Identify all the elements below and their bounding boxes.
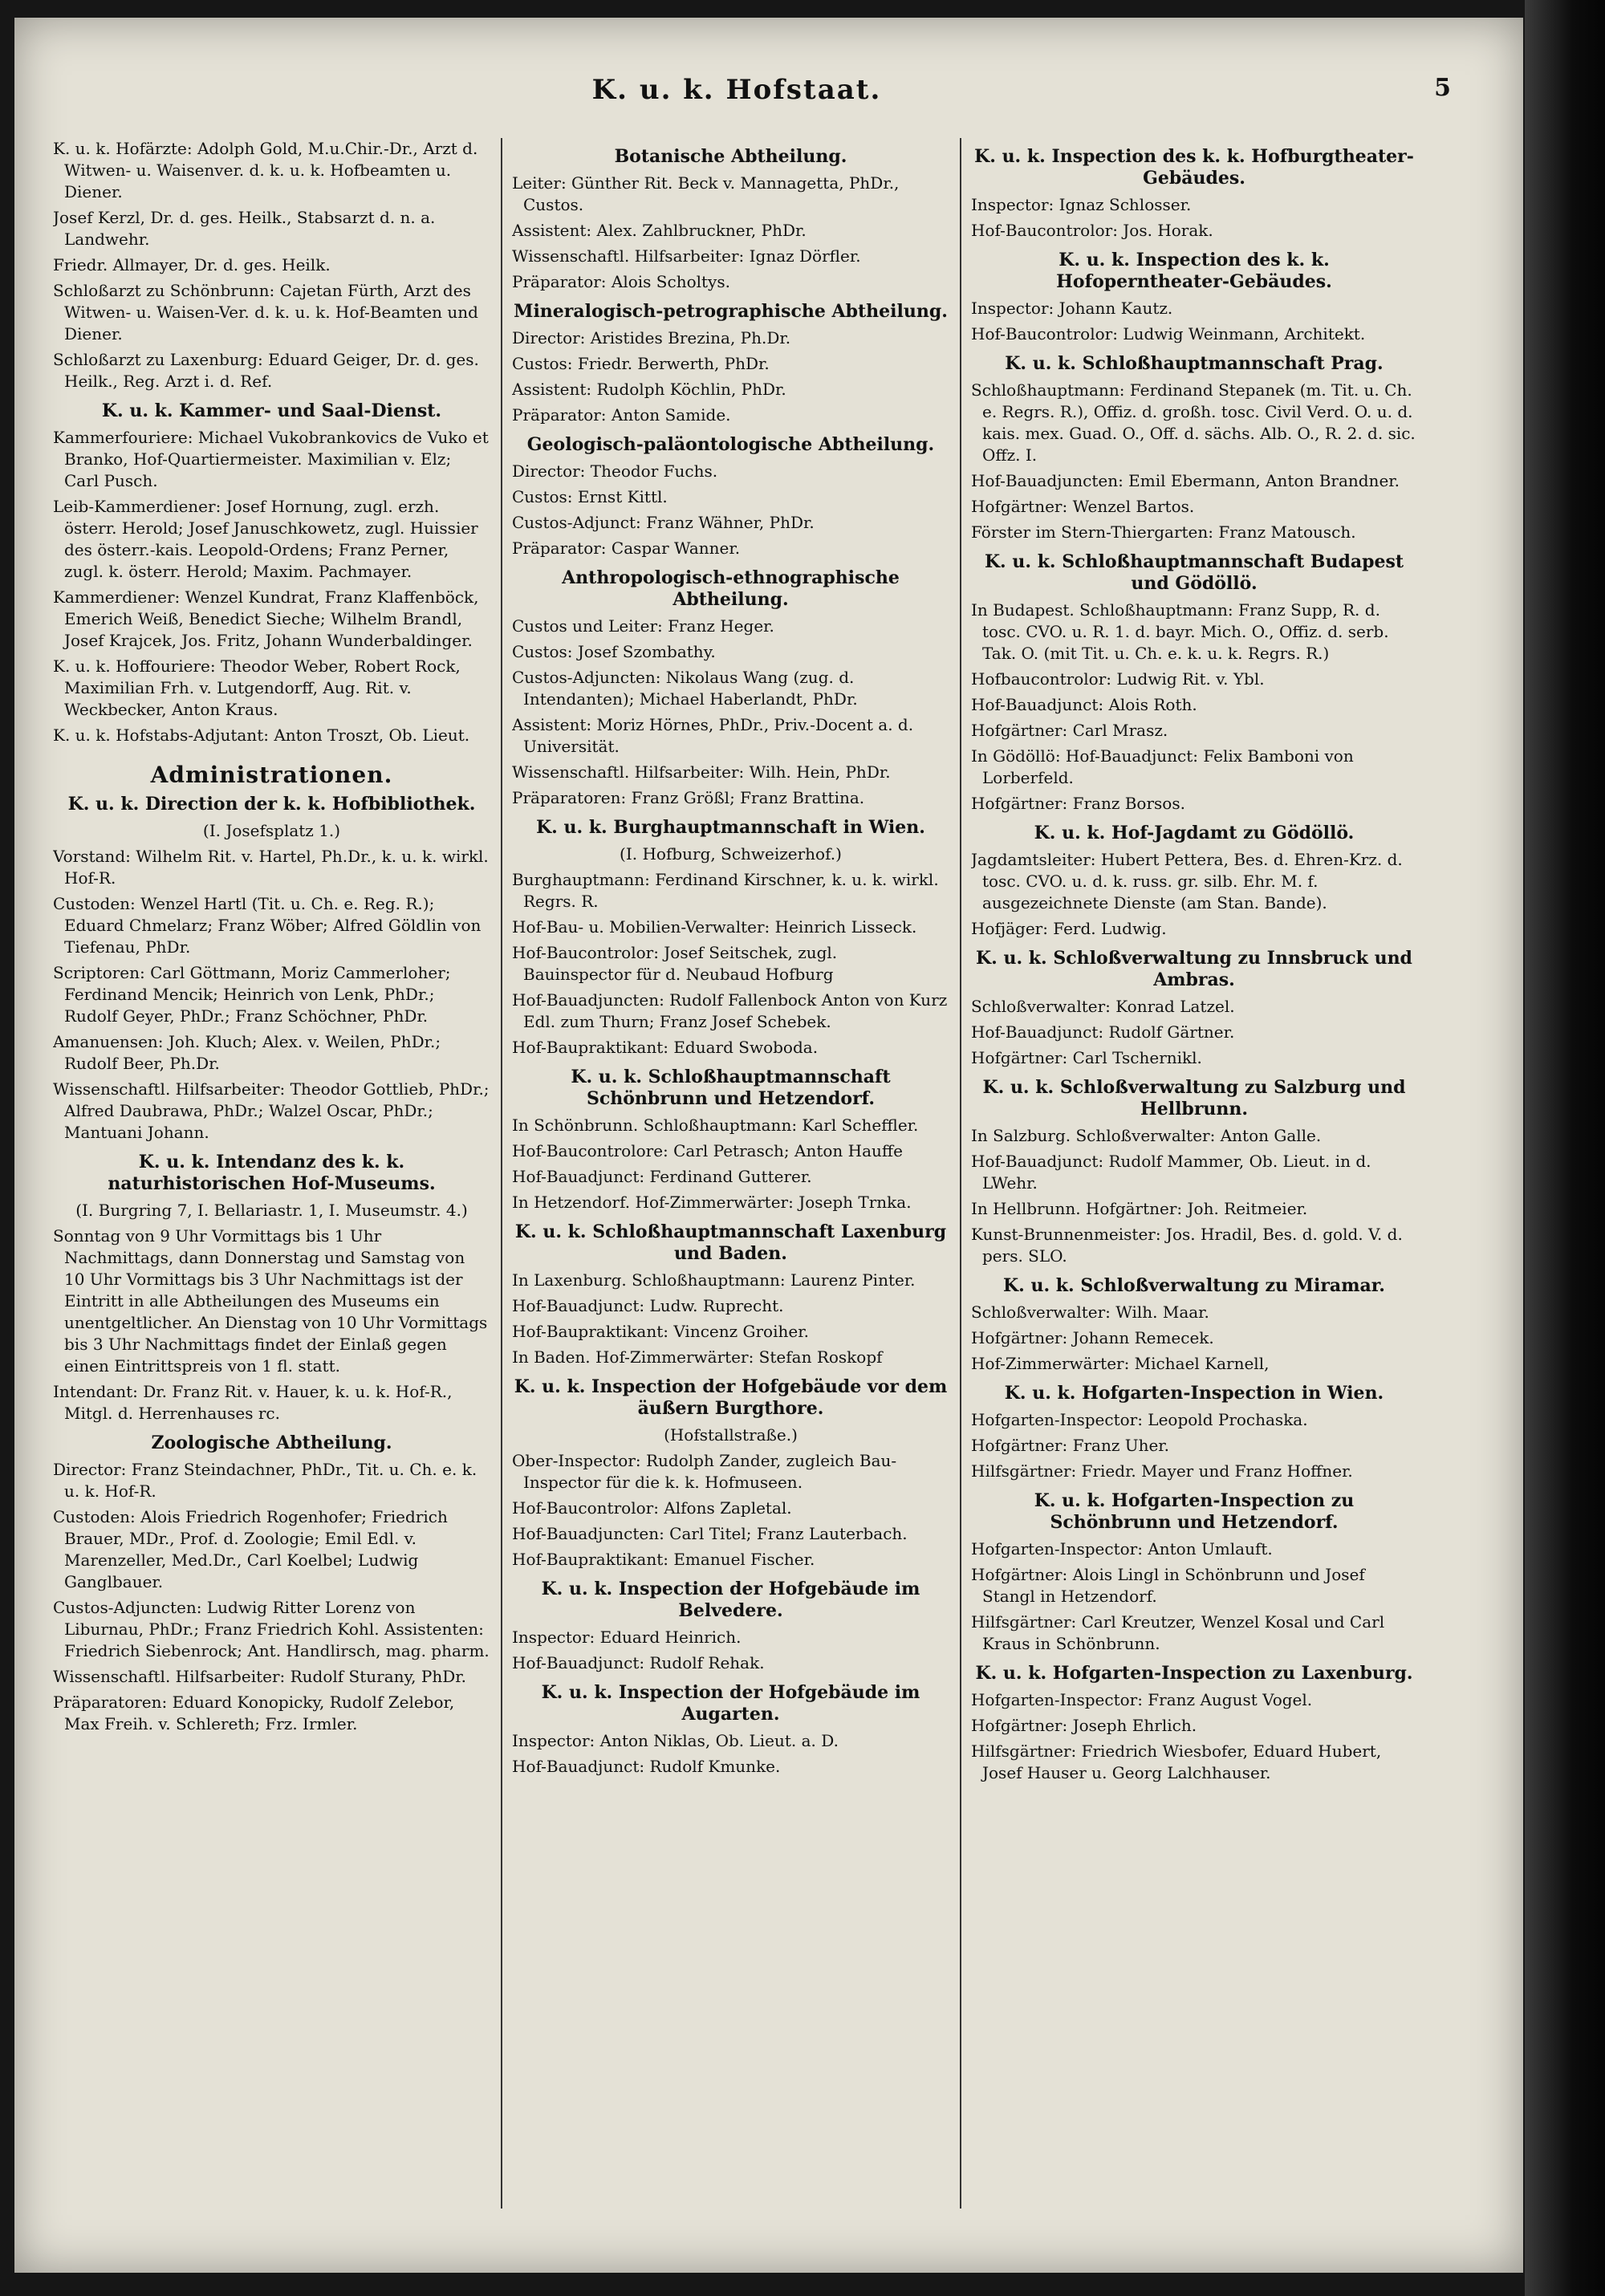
section-heading: K. u. k. Inspection der Hofgebäude im Belvedere. [541, 1579, 920, 1621]
entry: K. u. k. Hofstabs-Adjutant: Anton Troszt, Ob. Lieut. [53, 725, 470, 745]
entry: Jagdamtsleiter: Hubert Pettera, Bes. d. Ehren-Krz. d. tosc. CVO. u. d. k. russ. gr. silb. Ehr. M. f. ausgezeichnete Dienste (am Stan. Bande). [971, 850, 1403, 912]
section-heading: K. u. k. Schloßhauptmannschaft Prag. [1005, 353, 1384, 374]
entry: Hof-Baupraktikant: Emanuel Fischer. [512, 1550, 815, 1569]
entry: Custos: Josef Szombathy. [512, 642, 716, 661]
address-note: (I. Burgring 7, I. Bellariastr. 1, I. Museumstr. 4.) [75, 1201, 468, 1220]
section-heading: K. u. k. Schloßhauptmannschaft Laxenburg und Baden. [514, 1221, 947, 1264]
entry: Kunst-Brunnenmeister: Jos. Hradil, Bes. d. gold. V. d. pers. SLO. [971, 1225, 1403, 1266]
entry: Hof-Bauadjuncten: Carl Titel; Franz Lauterbach. [512, 1524, 908, 1543]
section-heading: K. u. k. Hofgarten-Inspection in Wien. [1004, 1383, 1384, 1404]
page-number: 5 [1434, 74, 1451, 102]
entry: Förster im Stern-Thiergarten: Franz Matousch. [971, 522, 1356, 542]
entry: Schloßverwalter: Konrad Latzel. [971, 997, 1235, 1016]
entry: Leiter: Günther Rit. Beck v. Mannagetta, PhDr., Custos. [512, 173, 900, 214]
entry: Custos: Friedr. Berwerth, PhDr. [512, 354, 770, 373]
section-heading: K. u. k. Intendanz des k. k. naturhistorischen Hof-Museums. [108, 1152, 436, 1194]
entry: In Schönbrunn. Schloßhauptmann: Karl Scheffler. [512, 1115, 919, 1135]
entry: Hilfsgärtner: Friedr. Mayer und Franz Hoffner. [971, 1461, 1353, 1481]
section-heading: K. u. k. Hof-Jagdamt zu Gödöllö. [1034, 823, 1355, 843]
entry: K. u. k. Hoffouriere: Theodor Weber, Robert Rock, Maximilian Frh. v. Lutgendorff, Aug. Rit. v. Weckbecker, Anton Kraus. [53, 656, 461, 719]
section-heading: K. u. k. Inspection der Hofgebäude vor dem äußern Burgthore. [514, 1376, 948, 1419]
column-rule [501, 138, 502, 2209]
entry: In Gödöllö: Hof-Bauadjunct: Felix Bamboni von Lorberfeld. [971, 746, 1354, 787]
entry: Hofgärtner: Joseph Ehrlich. [971, 1716, 1197, 1735]
entry: Inspector: Anton Niklas, Ob. Lieut. a. D. [512, 1731, 839, 1750]
entry: Hof-Baupraktikant: Eduard Swoboda. [512, 1038, 819, 1057]
entry: Custoden: Wenzel Hartl (Tit. u. Ch. e. Reg. R.); Eduard Chmelarz; Franz Wöber; Alfred Göldlin von Tiefenau, PhDr. [53, 894, 482, 957]
text-columns [53, 138, 1417, 2257]
entry: Hofgärtner: Johann Remecek. [971, 1328, 1214, 1347]
entry: Custos-Adjunct: Franz Wähner, PhDr. [512, 513, 815, 532]
entry: Custos: Ernst Kittl. [512, 487, 668, 506]
document-page [14, 18, 1523, 2273]
entry: Hofgarten-Inspector: Franz August Vogel. [971, 1690, 1313, 1709]
entry: Hof-Bauadjunct: Rudolf Mammer, Ob. Lieut. in d. LWehr. [971, 1152, 1371, 1193]
section-heading: K. u. k. Burghauptmannschaft in Wien. [536, 817, 925, 838]
entry: Hofgärtner: Carl Mrasz. [971, 721, 1168, 740]
entry: Hof-Baucontrolor: Alfons Zapletal. [512, 1498, 792, 1518]
entry: Hofbaucontrolor: Ludwig Rit. v. Ybl. [971, 669, 1265, 689]
entry: Inspector: Johann Kautz. [971, 299, 1173, 318]
section-heading: K. u. k. Schloßhauptmannschaft Budapest und Gödöllö. [984, 551, 1404, 594]
major-heading: Administrationen. [150, 762, 393, 788]
entry: Wissenschaftl. Hilfsarbeiter: Theodor Gottlieb, PhDr.; Alfred Daubrawa, PhDr.; Walzel Oscar, PhDr.; Mantuani Johann. [53, 1079, 490, 1142]
running-title: K. u. k. Hofstaat. [591, 74, 882, 106]
entry: Präparator: Caspar Wanner. [512, 538, 741, 558]
entry: Hofgarten-Inspector: Anton Umlauft. [971, 1539, 1273, 1558]
entry: Custoden: Alois Friedrich Rogenhofer; Friedrich Brauer, MDr., Prof. d. Zoologie; Emil Edl. v. Marenzeller, Med.Dr., Carl Koelbel; Ludwig Ganglbauer. [53, 1507, 448, 1591]
entry: Director: Franz Steindachner, PhDr., Tit. u. Ch. e. k. u. k. Hof-R. [53, 1460, 477, 1501]
entry: In Hetzendorf. Hof-Zimmerwärter: Joseph Trnka. [512, 1193, 912, 1212]
entry: Director: Aristides Brezina, Ph.Dr. [512, 328, 791, 347]
entry: Kammerfouriere: Michael Vukobrankovics de Vuko et Branko, Hof-Quartiermeister. Maximilian v. Elz; Carl Pusch. [53, 428, 489, 490]
entry: Wissenschaftl. Hilfsarbeiter: Ignaz Dörfler. [512, 246, 861, 266]
entry: Assistent: Alex. Zahlbruckner, PhDr. [512, 221, 807, 240]
entry: In Hellbrunn. Hofgärtner: Joh. Reitmeier. [971, 1199, 1308, 1218]
section-heading: Anthropologisch-ethnographische Abtheilung. [562, 567, 900, 610]
page-header [47, 74, 1451, 114]
section-heading: K. u. k. Inspection der Hofgebäude im Augarten. [541, 1682, 920, 1725]
entry: Josef Kerzl, Dr. d. ges. Heilk., Stabsarzt d. n. a. Landwehr. [53, 208, 436, 249]
section-heading: K. u. k. Hofgarten-Inspection zu Schönbrunn und Hetzendorf. [1034, 1490, 1355, 1533]
section-heading: K. u. k. Direction der k. k. Hofbibliothek. [67, 794, 476, 815]
entry: In Salzburg. Schloßverwalter: Anton Galle. [971, 1126, 1322, 1145]
section-heading: K. u. k. Schloßhauptmannschaft Schönbrunn und Hetzendorf. [571, 1067, 891, 1109]
entry: Hof-Baucontrolor: Jos. Horak. [971, 221, 1213, 240]
entry: Hof-Zimmerwärter: Michael Karnell, [971, 1354, 1270, 1373]
entry: Hof-Bauadjuncten: Rudolf Fallenbock Anton von Kurz Edl. zum Thurn; Franz Josef Schebek. [512, 990, 948, 1031]
entry: Hof-Bauadjunct: Ludw. Ruprecht. [512, 1296, 784, 1315]
entry: Wissenschaftl. Hilfsarbeiter: Rudolf Sturany, PhDr. [53, 1667, 466, 1686]
entry: Friedr. Allmayer, Dr. d. ges. Heilk. [53, 255, 331, 274]
entry: Hof-Baucontrolore: Carl Petrasch; Anton Hauffe [512, 1141, 903, 1160]
entry: Custos-Adjuncten: Nikolaus Wang (zug. d. Intendanten); Michael Haberlandt, PhDr. [512, 668, 858, 709]
entry: Hofjäger: Ferd. Ludwig. [971, 919, 1167, 938]
entry: Director: Theodor Fuchs. [512, 461, 718, 481]
entry: Hof-Baupraktikant: Vincenz Groiher. [512, 1322, 809, 1341]
entry: Hof-Bauadjuncten: Emil Ebermann, Anton Brandner. [971, 471, 1400, 490]
entry: Hofgärtner: Alois Lingl in Schönbrunn und Josef Stangl in Hetzendorf. [971, 1565, 1365, 1606]
section-heading: K. u. k. Schloßverwaltung zu Salzburg und Hellbrunn. [982, 1077, 1406, 1120]
entry: Schloßhauptmann: Ferdinand Stepanek (m. Tit. u. Ch. e. Regrs. R.), Offiz. d. großh. tosc. Civil Verd. O. u. d. kais. mex. Guad. O., Off. d. sächs. Alb. O., R. 2. d. sic. Offz. I. [971, 380, 1416, 465]
entry: Schloßverwalter: Wilh. Maar. [971, 1302, 1209, 1322]
entry: Sonntag von 9 Uhr Vormittags bis 1 Uhr Nachmittags, dann Donnerstag und Samstag von 10 Uhr Vormittags bis 3 Uhr Nachmittags ist der Eintritt in alle Abtheilungen des Museums ein unentgeltlicher. An Dienstag von 10 Uhr Vormittags bis 3 Uhr Nachmittags findet der Einlaß gegen einen Eintrittspreis von 1 fl. statt. [53, 1226, 488, 1376]
entry: Hofgärtner: Carl Tschernikl. [971, 1048, 1202, 1067]
entry: Assistent: Moriz Hörnes, PhDr., Priv.-Docent a. d. Universität. [512, 715, 914, 756]
entry: Vorstand: Wilhelm Rit. v. Hartel, Ph.Dr., k. u. k. wirkl. Hof-R. [53, 847, 489, 888]
entry: Präparatoren: Eduard Konopicky, Rudolf Zelebor, Max Freih. v. Schlereth; Frz. Irmler. [53, 1693, 455, 1733]
entry: Hof-Bauadjunct: Rudolf Kmunke. [512, 1757, 781, 1776]
column-left [53, 138, 490, 2257]
section-heading: K. u. k. Kammer- und Saal-Dienst. [101, 400, 442, 421]
entry: Präparator: Anton Samide. [512, 405, 731, 425]
entry: Hofgarten-Inspector: Leopold Prochaska. [971, 1410, 1308, 1429]
entry: In Baden. Hof-Zimmerwärter: Stefan Roskopf [512, 1347, 883, 1367]
entry: Schloßarzt zu Laxenburg: Eduard Geiger, Dr. d. ges. Heilk., Reg. Arzt i. d. Ref. [53, 350, 479, 391]
entry: Hof-Bauadjunct: Ferdinand Gutterer. [512, 1167, 812, 1186]
entry: Hof-Bauadjunct: Alois Roth. [971, 695, 1197, 714]
entry: Hofgärtner: Franz Borsos. [971, 794, 1185, 813]
section-heading: K. u. k. Inspection des k. k. Hofburgtheater-Gebäudes. [974, 146, 1414, 189]
entry: Intendant: Dr. Franz Rit. v. Hauer, k. u. k. Hof-R., Mitgl. d. Herrenhauses rc. [53, 1382, 453, 1423]
entry: Ober-Inspector: Rudolph Zander, zugleich Bau-Inspector für die k. k. Hofmuseen. [512, 1451, 897, 1492]
entry: Leib-Kammerdiener: Josef Hornung, zugl. erzh. österr. Herold; Josef Januschkowetz, zugl. Huissier des österr.-kais. Leopold-Ordens; Franz Perner, zugl. k. österr. Herold; Maxim. Pachmayer. [53, 497, 478, 581]
section-heading: Zoologische Abtheilung. [151, 1432, 392, 1453]
column-right [971, 138, 1417, 2257]
entry: Custos und Leiter: Franz Heger. [512, 616, 774, 636]
entry: K. u. k. Hofärzte: Adolph Gold, M.u.Chir.-Dr., Arzt d. Witwen- u. Waisenver. d. k. u. k. Hofbeamten u. Diener. [53, 139, 478, 201]
section-heading: Geologisch-paläontologische Abtheilung. [526, 434, 935, 455]
address-note: (I. Josefsplatz 1.) [202, 821, 341, 840]
entry: Custos-Adjuncten: Ludwig Ritter Lorenz von Liburnau, PhDr.; Franz Friedrich Kohl. Assistenten: Friedrich Siebenrock; Ant. Handlirsch, mag. pharm. [53, 1598, 490, 1660]
entry: Hilfsgärtner: Carl Kreutzer, Wenzel Kosal und Carl Kraus in Schönbrunn. [971, 1612, 1385, 1653]
entry: Inspector: Eduard Heinrich. [512, 1628, 742, 1647]
entry: Assistent: Rudolph Köchlin, PhDr. [512, 380, 786, 399]
entry: Burghauptmann: Ferdinand Kirschner, k. u. k. wirkl. Regrs. R. [512, 870, 939, 911]
address-note: (I. Hofburg, Schweizerhof.) [620, 844, 842, 864]
section-heading: Mineralogisch-petrographische Abtheilung. [514, 301, 948, 322]
entry: Wissenschaftl. Hilfsarbeiter: Wilh. Hein, PhDr. [512, 762, 891, 782]
section-heading: K. u. k. Inspection des k. k. Hofoperntheater-Gebäudes. [1056, 250, 1332, 292]
entry: Hofgärtner: Wenzel Bartos. [971, 497, 1195, 516]
column-rule [960, 138, 961, 2209]
entry: Hof-Baucontrolor: Josef Seitschek, zugl. Bauinspector für d. Neubaud Hofburg [512, 943, 838, 984]
address-note: (Hofstallstraße.) [664, 1425, 798, 1445]
entry: Hof-Baucontrolor: Ludwig Weinmann, Architekt. [971, 324, 1366, 343]
entry: Hof-Bau- u. Mobilien-Verwalter: Heinrich Lisseck. [512, 917, 917, 937]
entry: Kammerdiener: Wenzel Kundrat, Franz Klaffenböck, Emerich Weiß, Benedict Sieche; Wilhelm Brandl, Josef Krajcek, Jos. Fritz, Johann Wunderbaldinger. [53, 587, 479, 650]
entry: Inspector: Ignaz Schlosser. [971, 195, 1192, 214]
entry: Hof-Bauadjunct: Rudolf Gärtner. [971, 1022, 1235, 1042]
entry: Präparatoren: Franz Größl; Franz Brattina. [512, 788, 865, 807]
section-heading: Botanische Abtheilung. [614, 146, 847, 167]
section-heading: K. u. k. Schloßverwaltung zu Innsbruck und Ambras. [976, 948, 1412, 990]
entry: In Laxenburg. Schloßhauptmann: Laurenz Pinter. [512, 1270, 916, 1290]
entry: Hilfsgärtner: Friedrich Wiesbofer, Eduard Hubert, Josef Hauser u. Georg Lalchhauser. [971, 1741, 1382, 1782]
entry: Scriptoren: Carl Göttmann, Moriz Cammerloher; Ferdinand Mencik; Heinrich von Lenk, PhDr.; Rudolf Geyer, PhDr.; Franz Schöchner, PhDr. [53, 963, 451, 1026]
entry: Hofgärtner: Franz Uher. [971, 1436, 1170, 1455]
book-binding-edge [1525, 0, 1605, 2296]
section-heading: K. u. k. Hofgarten-Inspection zu Laxenburg. [975, 1663, 1413, 1684]
entry: Hof-Bauadjunct: Rudolf Rehak. [512, 1653, 765, 1672]
entry: Amanuensen: Joh. Kluch; Alex. v. Weilen, PhDr.; Rudolf Beer, Ph.Dr. [53, 1032, 441, 1073]
entry: Präparator: Alois Scholtys. [512, 272, 730, 291]
section-heading: K. u. k. Schloßverwaltung zu Miramar. [1003, 1275, 1385, 1296]
entry: Schloßarzt zu Schönbrunn: Cajetan Fürth, Arzt des Witwen- u. Waisen-Ver. d. k. u. k. Hof-Beamten und Diener. [53, 281, 478, 343]
entry: In Budapest. Schloßhauptmann: Franz Supp, R. d. tosc. CVO. u. R. 1. d. bayr. Mich. O., Offiz. d. serb. Tak. O. (mit Tit. u. Ch. e. k. u. k. Regrs. R.) [971, 600, 1389, 663]
column-middle [512, 138, 949, 2257]
